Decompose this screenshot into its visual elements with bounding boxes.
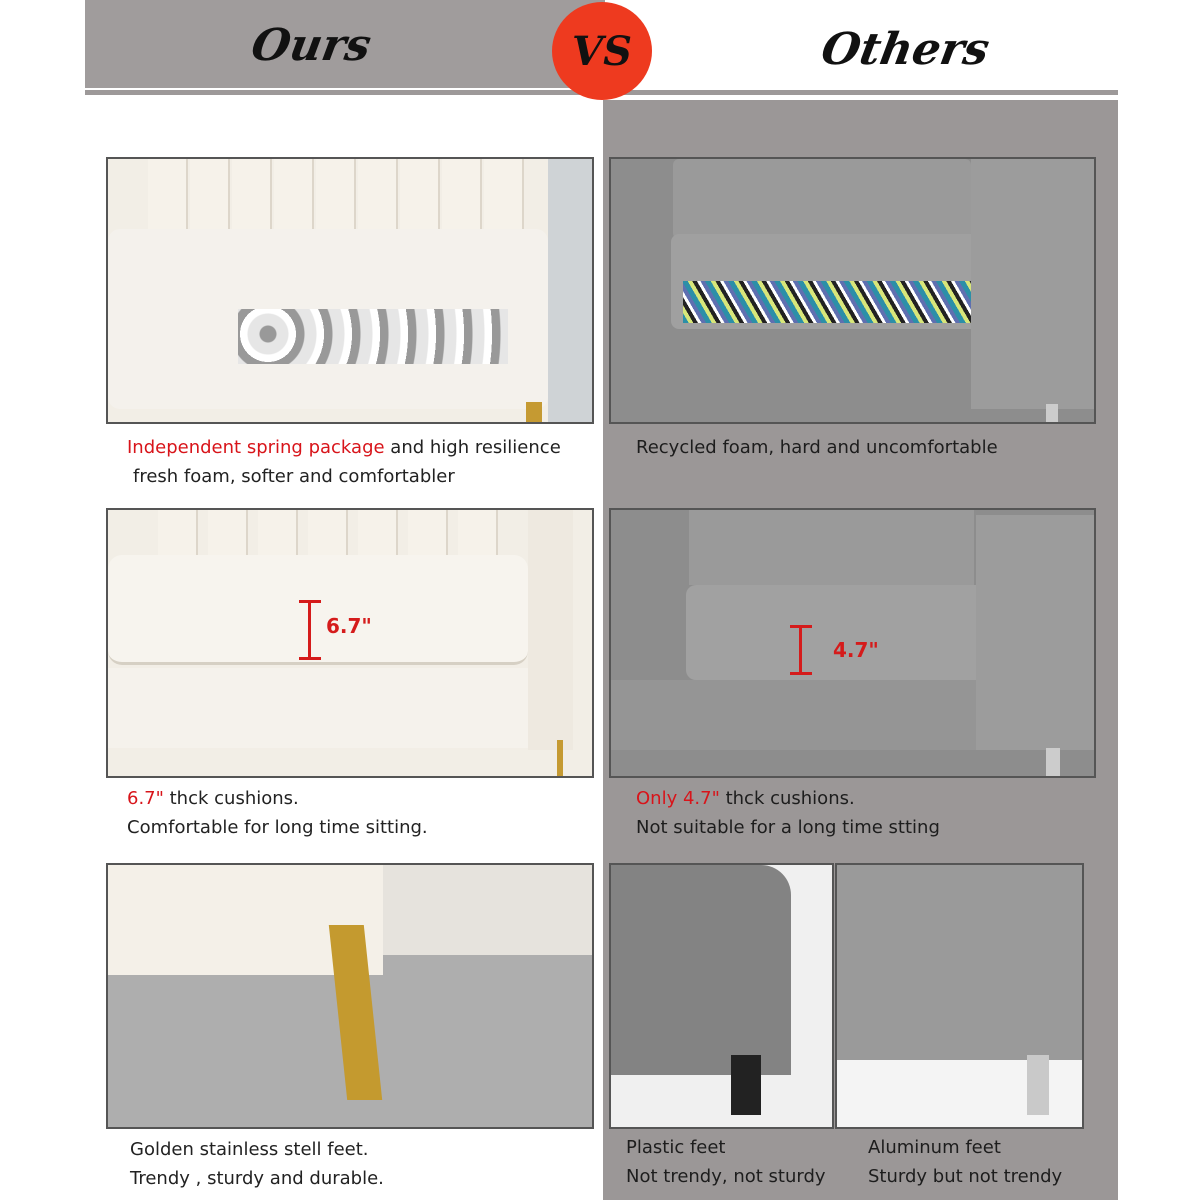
others-recycled-foam-photo [609, 157, 1096, 424]
vs-badge: VS [552, 2, 652, 100]
ours-caption-2: 6.7" thck cushions. Comfortable for long time sitting. [127, 788, 428, 838]
recycled-foam [683, 281, 988, 323]
others-aluminum-feet-photo [835, 863, 1084, 1129]
plastic-leg [731, 1055, 761, 1115]
others-caption-1: Recycled foam, hard and uncomfortable [636, 437, 998, 458]
ours-spring-cushion-photo [106, 157, 594, 424]
others-plastic-feet-photo [609, 863, 834, 1129]
others-caption-3b: Aluminum feet Sturdy but not trendy [868, 1137, 1063, 1187]
spring-package [238, 309, 508, 364]
others-title: Others [817, 24, 994, 75]
ours-thickness-label: 6.7" [326, 614, 372, 638]
others-caption-3a: Plastic feet Not trendy, not sturdy [626, 1137, 826, 1187]
ours-title: Ours [247, 20, 375, 71]
others-thin-cushion-photo [609, 508, 1096, 778]
others-caption-2: Only 4.7" thck cushions. Not suitable for a long time stting [636, 788, 940, 838]
ours-caption-3: Golden stainless stell feet. Trendy , sturdy and durable. [130, 1139, 384, 1189]
ours-golden-feet-photo [106, 863, 594, 1129]
others-thickness-label: 4.7" [833, 638, 879, 662]
ours-thick-cushion-photo [106, 508, 594, 778]
ours-caption-1: Independent spring package and high resilience fresh foam, softer and comfortabler [127, 437, 561, 487]
aluminum-leg [1027, 1055, 1049, 1115]
